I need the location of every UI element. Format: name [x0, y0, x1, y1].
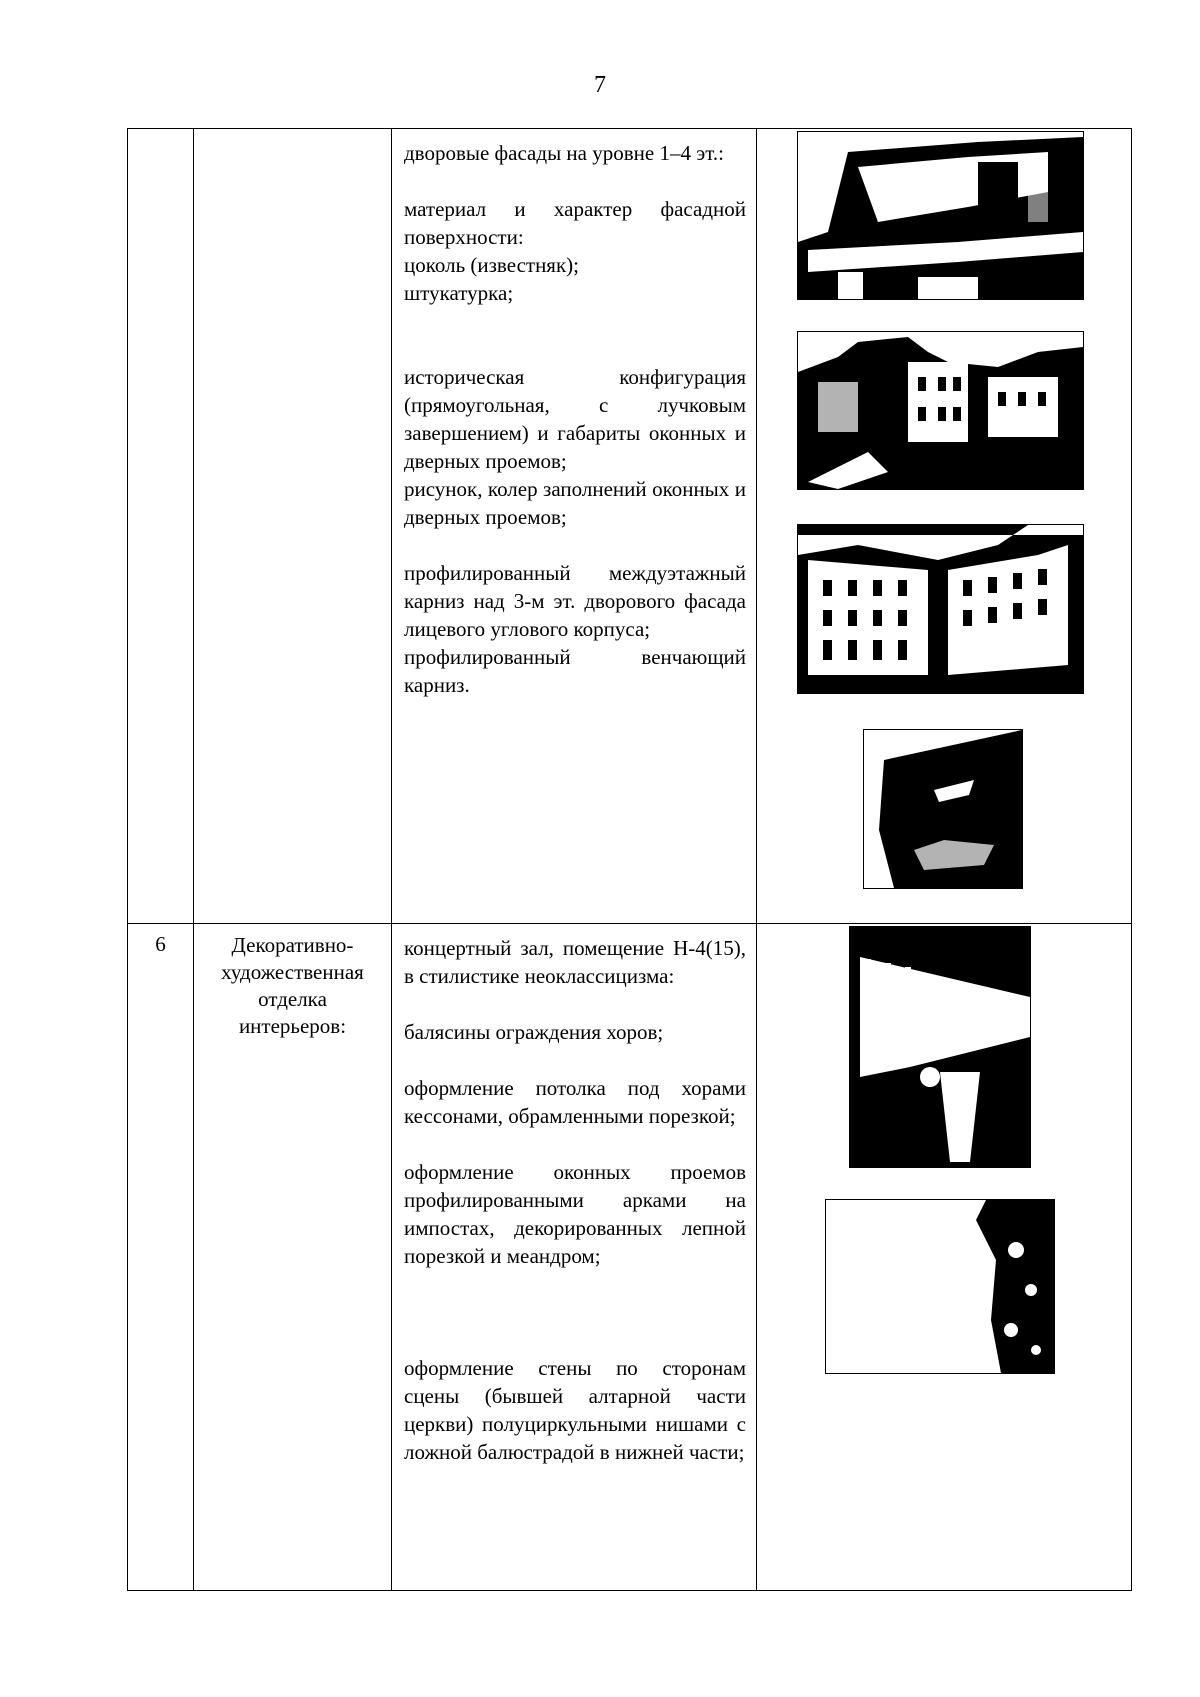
item-title-cell	[194, 129, 392, 924]
desc-line: оформление потолка под хорами кессонами, обрамленными порезкой;	[404, 1076, 746, 1128]
desc-line: концертный зал, помещение Н-4(15), в стилистике неоклассицизма:	[404, 936, 746, 988]
desc-line: балясины ограждения хоров;	[404, 1020, 664, 1044]
desc-line: рисунок, колер заполнений оконных и дверных проемов;	[404, 477, 746, 529]
row-number-cell	[128, 129, 194, 924]
pilaster-capital-photo	[825, 1199, 1055, 1374]
facade-photo	[797, 131, 1084, 300]
desc-line: оформление стены по сторонам сцены (бывшей алтарной части церкви) полуциркульными нишами с ложной балюстрадой в нижней части;	[404, 1356, 746, 1464]
cornice-photo	[863, 729, 1023, 889]
page-number: 7	[594, 72, 606, 98]
description-cell	[392, 924, 757, 1591]
table-row	[128, 924, 1132, 1591]
table-row	[128, 129, 1132, 924]
desc-line: оформление оконных проемов профилированными арками на импостах, декорированных лепной порезкой и меандром;	[404, 1160, 746, 1268]
heritage-table	[127, 128, 1132, 1591]
row-number-cell: 6	[128, 924, 194, 1591]
item-title-cell: Декоративно-художественная отделка интерьеров:	[194, 924, 392, 1591]
choir-balcony-photo	[849, 926, 1031, 1168]
desc-line: штукатурка;	[404, 281, 514, 305]
courtyard-photo	[797, 331, 1084, 490]
desc-line: материал и характер фасадной поверхности:	[404, 197, 746, 249]
courtyard-corner-photo	[797, 524, 1084, 694]
desc-line: цоколь (известняк);	[404, 253, 579, 277]
photo-cell	[757, 924, 1132, 1591]
desc-line: историческая конфигурация (прямоугольная, с лучковым завершением) и габариты оконных и дверных проемов;	[404, 365, 746, 473]
photo-cell	[757, 129, 1132, 924]
desc-line: дворовые фасады на уровне 1–4 эт.:	[404, 141, 724, 165]
desc-line: профилированный междуэтажный карниз над 3-м эт. дворового фасада лицевого углового корпуса;	[404, 561, 746, 641]
description-cell	[392, 129, 757, 924]
desc-line: профилированный венчающий карниз.	[404, 645, 746, 697]
